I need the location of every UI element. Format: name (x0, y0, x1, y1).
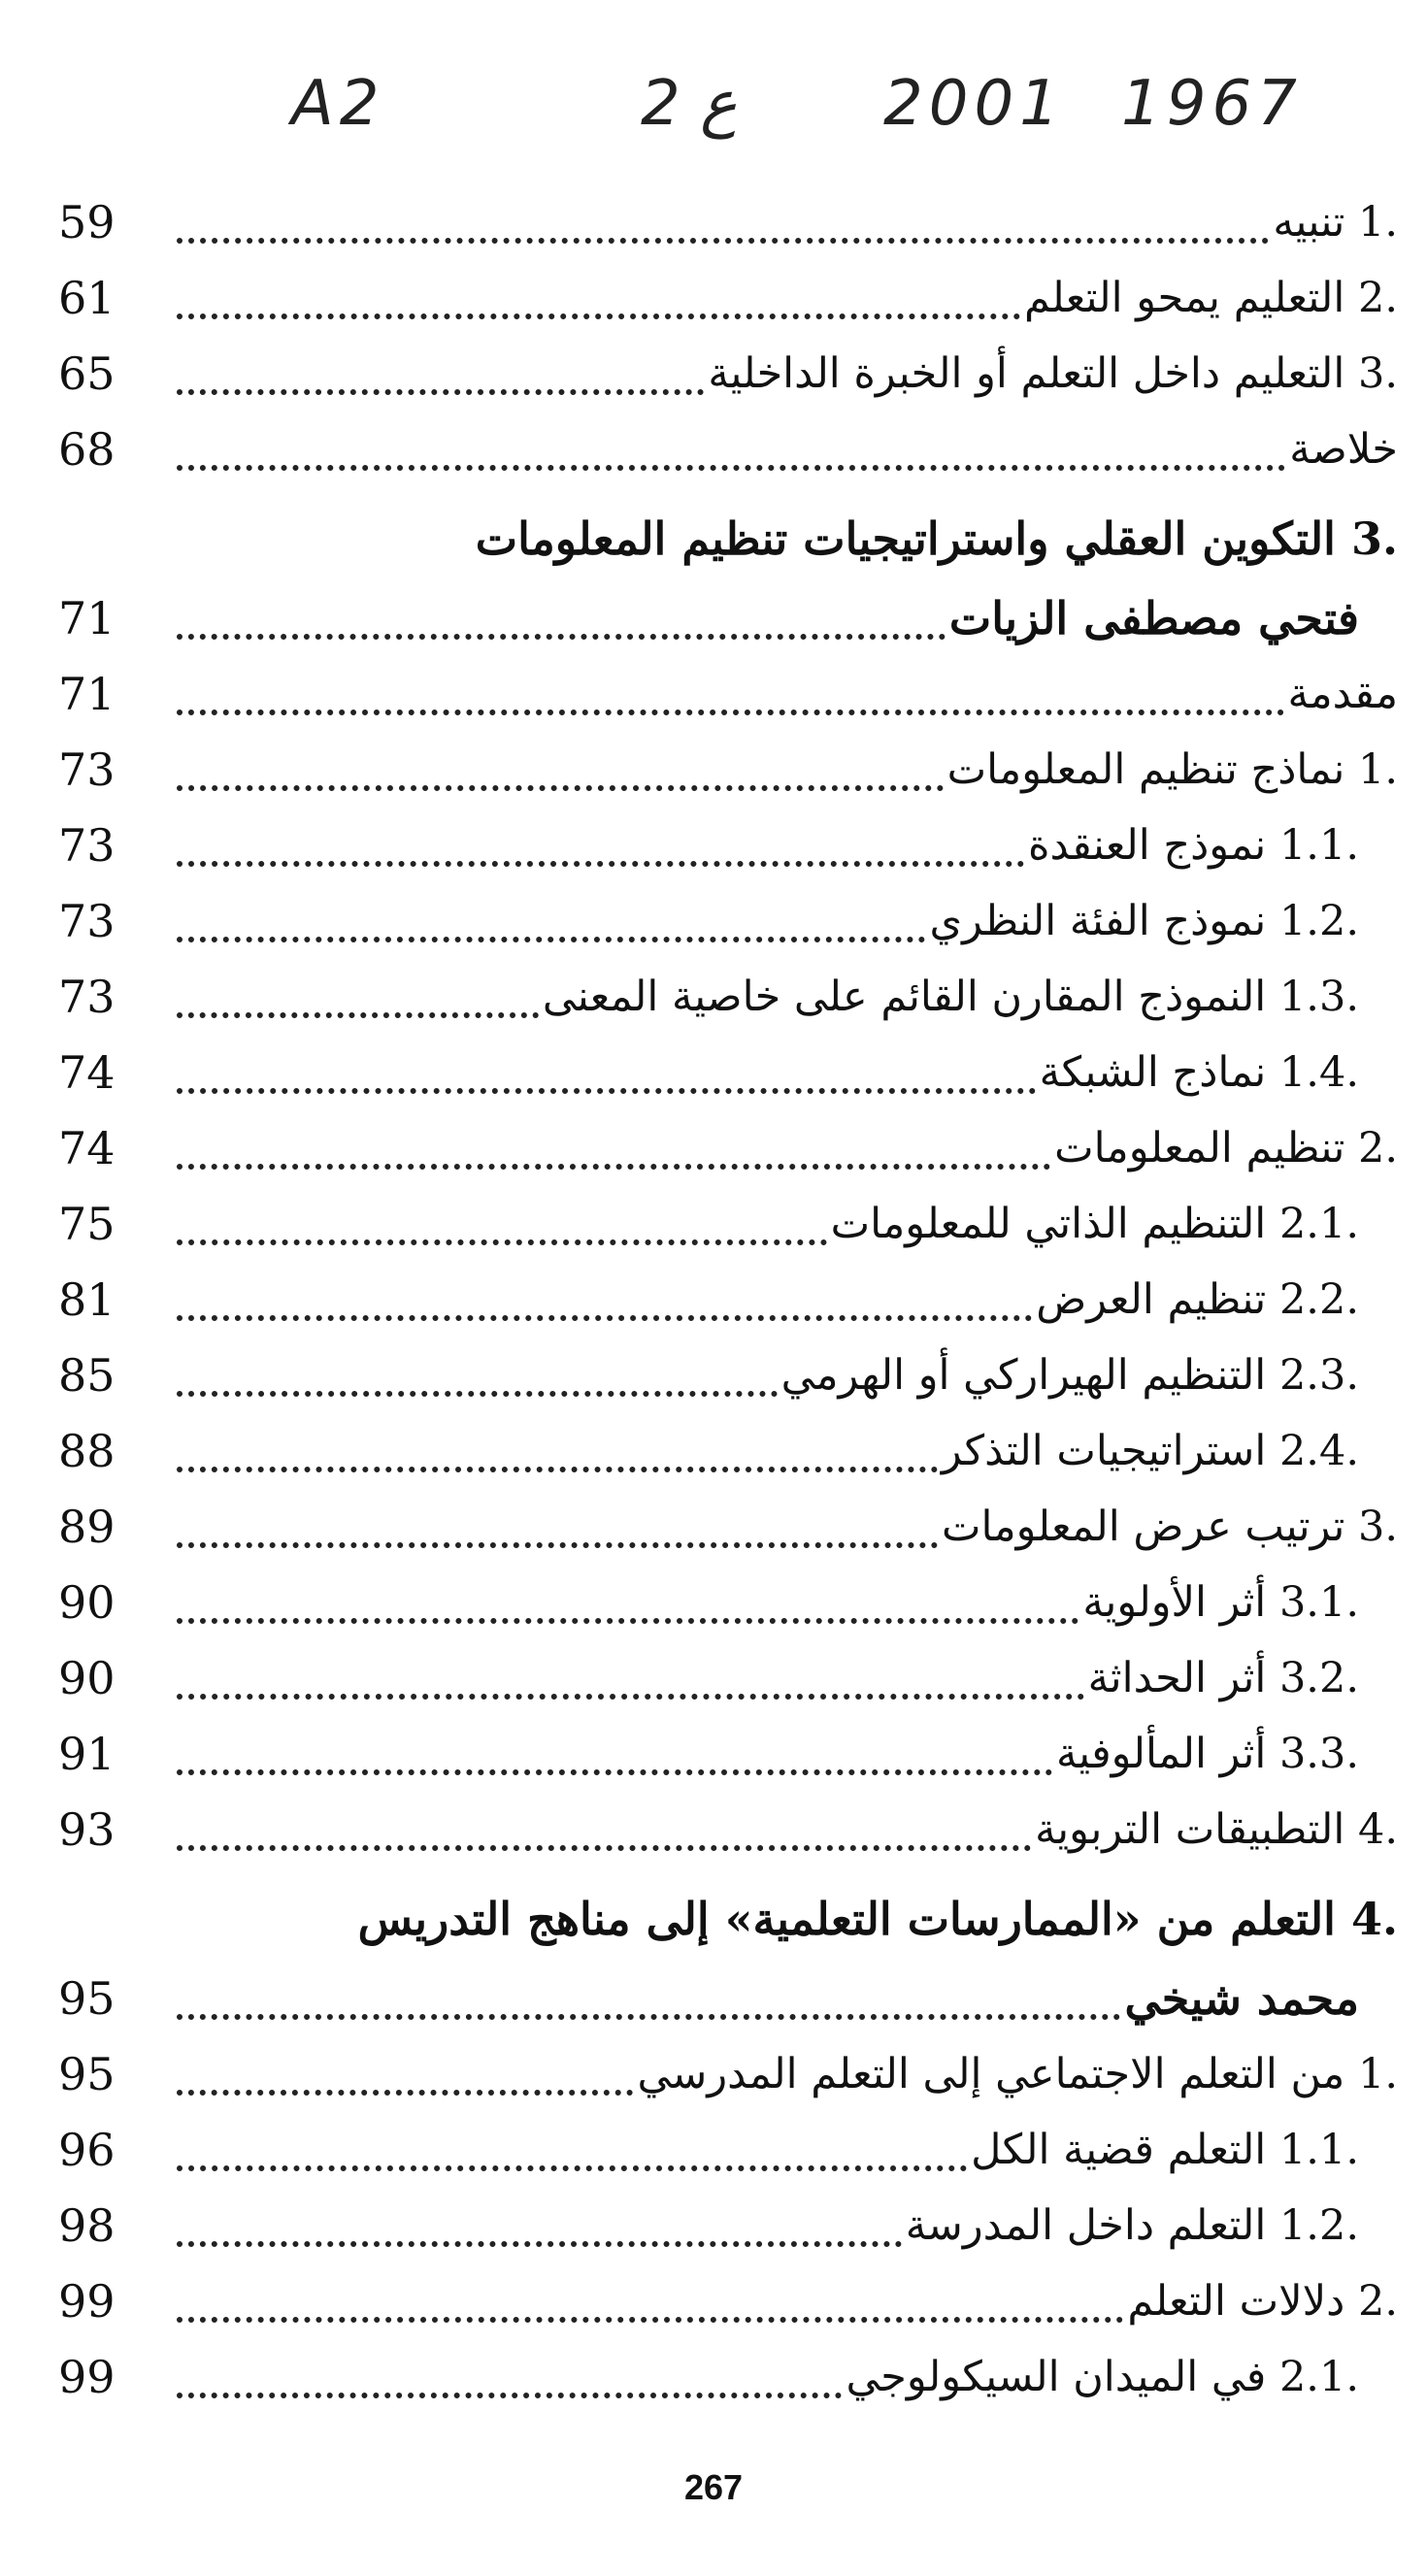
dot-leader (177, 2263, 1123, 2339)
toc-entry-label (944, 745, 1398, 794)
toc-entry-title: التعلم قضية الكل (971, 2126, 1267, 2174)
toc-entry-number: 2.1. (1278, 1200, 1359, 1248)
dot-leader (177, 2036, 633, 2112)
toc-group (58, 2036, 1398, 2415)
chapter-title: التعلم من «الممارسات التعلمية» إلى مناهج التدريس (357, 1893, 1336, 1945)
toc-entry-title: أثر الحداثة (1087, 1654, 1267, 1702)
toc-entry (58, 808, 1398, 883)
toc-entry-number: 2. (1357, 2277, 1398, 2326)
toc-entry (58, 260, 1398, 336)
page-number: 96 (58, 2124, 116, 2176)
toc-entry (58, 2263, 1398, 2339)
toc-entry (58, 1338, 1398, 1413)
toc-entry-title: مقدمة (1287, 670, 1398, 718)
page-number: 74 (58, 1046, 116, 1099)
page-number: 74 (58, 1122, 116, 1174)
page-number: 73 (58, 895, 116, 947)
toc-entry-title: التعليم داخل التعلم أو الخبرة الداخلية (708, 349, 1345, 398)
author-name: فتحي مصطفى الزيات (946, 592, 1359, 644)
dot-leader (177, 1035, 1036, 1110)
toc-entry-title: النموذج المقارن القائم على خاصية المعنى (542, 973, 1267, 1021)
toc-entry-label (704, 349, 1398, 398)
toc-entry-number: 2.2. (1278, 1275, 1359, 1324)
toc-entry-number: 1.4. (1278, 1048, 1359, 1097)
toc-entry-author (58, 1961, 1398, 2036)
toc-entry-label (938, 1503, 1398, 1551)
toc-group (58, 184, 1398, 487)
toc-entry (58, 336, 1398, 412)
toc-entry-title: ترتيب عرض المعلومات (942, 1503, 1345, 1551)
toc-entry-number: 3. (1357, 349, 1398, 398)
toc-entry-label (778, 1351, 1359, 1400)
dot-leader (177, 656, 1284, 732)
toc-entry-label (902, 2201, 1359, 2250)
handwritten-note-part: 1967 (1121, 68, 1303, 140)
toc-entry (58, 959, 1398, 1035)
page-number: 73 (58, 819, 116, 872)
toc-entry-label (539, 973, 1359, 1021)
toc-entry-number: 1.3. (1278, 973, 1359, 1021)
dot-leader (177, 412, 1285, 487)
toc-entry-title: تنبيه (1273, 198, 1345, 247)
dot-leader (177, 2188, 902, 2263)
handwritten-note (0, 68, 1427, 175)
toc-entry-title: التطبيقات التربوية (1035, 1805, 1345, 1854)
page-number: 99 (58, 2351, 116, 2403)
chapter-title: التكوين العقلي واستراتيجيات تنظيم المعلومات (475, 512, 1336, 565)
toc-entry (58, 1413, 1398, 1489)
chapter-heading (58, 497, 1398, 580)
toc-entry (58, 2112, 1398, 2188)
dot-leader (177, 1262, 1032, 1338)
page-number: 88 (58, 1425, 116, 1477)
toc-entry-number: 1.1. (1278, 2126, 1359, 2174)
dot-leader (177, 1716, 1052, 1792)
dot-leader (177, 1338, 778, 1413)
toc-entry-number: 2. (1357, 274, 1398, 322)
toc-entry-label (1285, 425, 1398, 474)
toc-entry-label (1036, 1048, 1359, 1097)
toc-entry (58, 1035, 1398, 1110)
dot-leader (177, 336, 704, 412)
dot-leader (177, 883, 925, 959)
page-number: 73 (58, 971, 116, 1023)
toc-entry-label (1123, 2277, 1398, 2326)
page-number: 73 (58, 743, 116, 796)
dot-leader (177, 1186, 827, 1262)
chapter-number: 4. (1350, 1893, 1398, 1945)
toc-entry-title: تنظيم المعلومات (1054, 1124, 1345, 1172)
toc-entry (58, 1716, 1398, 1792)
toc-entry-number: 3. (1357, 1503, 1398, 1551)
toc-entry-title: من التعلم الاجتماعي إلى التعلم المدرسي (637, 2050, 1345, 2098)
toc-entry-title: دلالات التعلم (1127, 2277, 1345, 2326)
dot-leader (177, 808, 1024, 883)
page-number: 85 (58, 1349, 116, 1402)
toc-entry-label (633, 2050, 1398, 2098)
toc-entry (58, 1489, 1398, 1565)
toc-entry-label (925, 897, 1359, 945)
dot-leader (177, 184, 1269, 260)
toc-entry-title: أثر الأولوية (1082, 1578, 1267, 1627)
toc-entry-number: 2.4. (1278, 1427, 1359, 1475)
toc-entry-number: 1. (1357, 2050, 1398, 2098)
toc-entry (58, 2036, 1398, 2112)
toc-entry-number: 3.1. (1278, 1578, 1359, 1627)
toc-entry (58, 1792, 1398, 1867)
dot-leader (177, 1489, 938, 1565)
page-number: 89 (58, 1501, 116, 1553)
dot-leader (177, 959, 539, 1035)
toc-entry-title: خلاصة (1289, 425, 1398, 474)
toc-entry (58, 1565, 1398, 1640)
toc-entry-number: 2.3. (1278, 1351, 1359, 1400)
toc-entry-label (1284, 670, 1398, 718)
page-number: 71 (58, 668, 116, 720)
toc-entry-number: 1.1. (1278, 821, 1359, 870)
toc-entry (58, 883, 1398, 959)
toc-entry-title: نماذج الشبكة (1039, 1048, 1267, 1097)
toc-entry-number: 2. (1357, 1124, 1398, 1172)
toc-entry-label (938, 1427, 1359, 1475)
dot-leader (177, 2112, 967, 2188)
toc-entry-label (1020, 274, 1398, 322)
toc-entry (58, 184, 1398, 260)
toc-entry-number: 1. (1357, 745, 1398, 794)
dot-leader (177, 1565, 1079, 1640)
page-number: 75 (58, 1198, 116, 1250)
dot-leader (177, 1792, 1031, 1867)
toc-entry (58, 656, 1398, 732)
page-number: 99 (58, 2275, 116, 2328)
toc-entry-number: 4. (1357, 1805, 1398, 1854)
author-name: محمد شيخي (1120, 1972, 1359, 2025)
toc-entry-label (1052, 1730, 1359, 1778)
page-number: 95 (58, 2048, 116, 2100)
toc-entry-label (827, 1200, 1359, 1248)
toc-entry-title: نموذج الفئة النظري (929, 897, 1267, 945)
toc-entry (58, 1110, 1398, 1186)
table-of-contents (58, 184, 1398, 2415)
toc-entry (58, 1640, 1398, 1716)
chapter-heading (58, 1877, 1398, 1961)
dot-leader (177, 1640, 1084, 1716)
handwritten-note-part: 2 ع (641, 68, 738, 140)
page-number: 68 (58, 423, 116, 476)
toc-entry (58, 2188, 1398, 2263)
page-number: 61 (58, 272, 116, 324)
toc-entry-number: 1.2. (1278, 897, 1359, 945)
page-number: 81 (58, 1273, 116, 1326)
toc-entry-title: التعلم داخل المدرسة (905, 2201, 1267, 2250)
toc-entry-label (1024, 821, 1359, 870)
dot-leader (177, 1110, 1050, 1186)
dot-leader (177, 580, 946, 656)
page-number: 71 (58, 592, 116, 644)
dot-leader (177, 2339, 842, 2415)
toc-entry-number: 3.2. (1278, 1654, 1359, 1702)
dot-leader (177, 260, 1020, 336)
page-number: 90 (58, 1652, 116, 1704)
page-number: 91 (58, 1728, 116, 1780)
toc-entry-label (1031, 1805, 1398, 1854)
toc-entry-title: التنظيم الهيراركي أو الهرمي (780, 1351, 1267, 1400)
toc-entry-title: التنظيم الذاتي للمعلومات (830, 1200, 1267, 1248)
toc-entry-label (1032, 1275, 1359, 1324)
handwritten-note-part: 2001 (883, 68, 1065, 140)
toc-entry-label (967, 2126, 1359, 2174)
dot-leader (177, 1413, 938, 1489)
toc-entry-title: أثر المألوفية (1056, 1730, 1267, 1778)
handwritten-note-part: A2 (291, 68, 385, 140)
toc-entry (58, 1186, 1398, 1262)
toc-entry-title: نماذج تنظيم المعلومات (946, 745, 1345, 794)
toc-entry (58, 1262, 1398, 1338)
toc-entry-label (1079, 1578, 1359, 1627)
toc-entry-title: في الميدان السيكولوجي (846, 2353, 1267, 2401)
toc-entry-title: تنظيم العرض (1036, 1275, 1267, 1324)
toc-entry (58, 732, 1398, 808)
page-number: 98 (58, 2199, 116, 2252)
page-number: 59 (58, 196, 116, 248)
toc-group (58, 656, 1398, 1867)
page-number: 93 (58, 1803, 116, 1856)
toc-entry-number: 1.2. (1278, 2201, 1359, 2250)
page-number: 95 (58, 1972, 116, 2025)
toc-entry-title: نموذج العنقدة (1028, 821, 1267, 870)
toc-entry-number: 1. (1357, 198, 1398, 247)
toc-entry-author (58, 580, 1398, 656)
toc-entry-title: استراتيجيات التذكر (941, 1427, 1267, 1475)
toc-entry-label (842, 2353, 1359, 2401)
page-number: 65 (58, 347, 116, 400)
toc-entry-number: 2.1. (1278, 2353, 1359, 2401)
toc-entry-label (1084, 1654, 1359, 1702)
toc-entry (58, 2339, 1398, 2415)
page-number: 90 (58, 1576, 116, 1629)
chapter-number: 3. (1350, 512, 1398, 565)
toc-entry-label (1269, 198, 1398, 247)
toc-entry (58, 412, 1398, 487)
page-footer-number: 267 (683, 2467, 744, 2507)
dot-leader (177, 732, 944, 808)
dot-leader (177, 1961, 1120, 2036)
toc-entry-label (1050, 1124, 1398, 1172)
toc-entry-number: 3.3. (1278, 1730, 1359, 1778)
toc-entry-title: التعليم يمحو التعلم (1023, 274, 1345, 322)
